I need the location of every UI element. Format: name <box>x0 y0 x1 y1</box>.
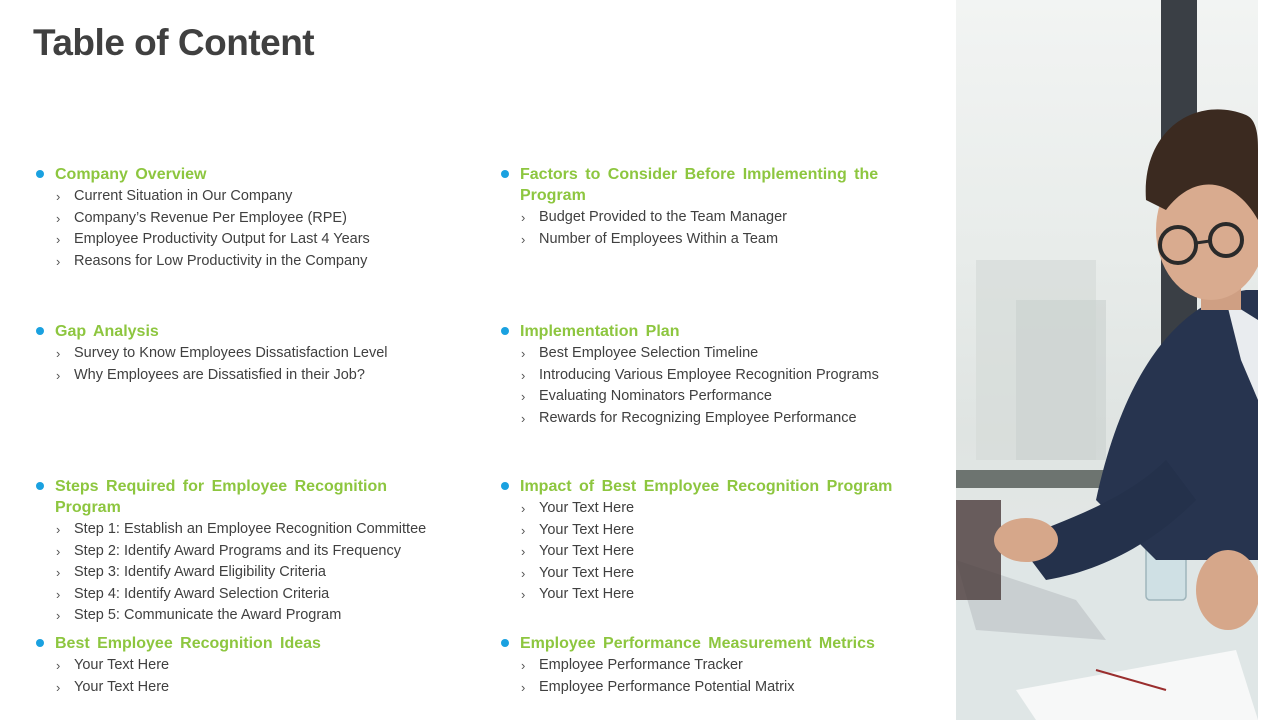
section-title: Implementation Plan <box>520 323 680 340</box>
chevron-right-icon: › <box>521 522 526 538</box>
section-title: Factors to Consider Before Implementing the Program <box>520 166 879 204</box>
chevron-right-icon: › <box>56 367 61 383</box>
section-items <box>35 655 455 698</box>
chevron-right-icon: › <box>56 210 61 226</box>
section-implementation-plan <box>500 321 920 429</box>
list-item: › Survey to Know Employees Dissatisfaction Level <box>55 343 455 365</box>
section-company-overview <box>35 164 455 272</box>
chevron-right-icon: › <box>56 346 61 361</box>
list-item: › Rewards for Recognizing Employee Performance <box>520 408 920 430</box>
bullet-icon <box>36 327 44 335</box>
chevron-right-icon: › <box>56 543 61 559</box>
section-items <box>500 498 930 606</box>
section-items <box>500 343 920 429</box>
chevron-right-icon: › <box>56 565 61 580</box>
chevron-right-icon: › <box>521 367 526 383</box>
chevron-right-icon: › <box>521 658 526 673</box>
section-gap-analysis <box>35 321 455 386</box>
list-item: › Your Text Here <box>55 655 455 677</box>
page-title: Table of Content <box>33 22 315 63</box>
section-steps-required <box>35 476 455 627</box>
section-title: Best Employee Recognition Ideas <box>55 635 321 652</box>
list-item: › Evaluating Nominators Performance <box>520 386 920 408</box>
chevron-right-icon: › <box>521 565 526 581</box>
list-item: › Your Text Here <box>520 520 930 542</box>
list-item: › Your Text Here <box>520 584 930 606</box>
bullet-icon <box>501 482 509 490</box>
bullet-icon <box>36 482 44 490</box>
list-item: › Introducing Various Employee Recognition Programs <box>520 365 920 387</box>
businessman-photo <box>956 0 1258 720</box>
list-item: › Your Text Here <box>55 677 455 699</box>
bullet-icon <box>36 170 44 178</box>
section-items <box>35 519 455 627</box>
chevron-right-icon: › <box>521 501 526 516</box>
bullet-icon <box>501 327 509 335</box>
list-item: › Your Text Here <box>520 541 930 563</box>
list-item: › Your Text Here <box>520 498 930 520</box>
chevron-right-icon: › <box>521 346 526 361</box>
section-items <box>500 655 930 698</box>
list-item: › Employee Performance Potential Matrix <box>520 677 930 699</box>
section-recognition-ideas <box>35 633 455 698</box>
chevron-right-icon: › <box>56 253 61 269</box>
chevron-right-icon: › <box>521 210 526 225</box>
bullet-icon <box>501 639 509 647</box>
list-item: › Budget Provided to the Team Manager <box>520 207 900 229</box>
list-item: › Current Situation in Our Company <box>55 186 455 208</box>
chevron-right-icon: › <box>56 608 61 623</box>
section-items <box>35 343 455 386</box>
section-factors <box>500 164 900 250</box>
chevron-right-icon: › <box>521 410 526 426</box>
chevron-right-icon: › <box>521 231 526 247</box>
list-item: › Employee Productivity Output for Last 4 Years <box>55 229 455 251</box>
chevron-right-icon: › <box>521 389 526 404</box>
list-item: › Company’s Revenue Per Employee (RPE) <box>55 208 455 230</box>
list-item: › Step 5: Communicate the Award Program <box>55 605 455 627</box>
list-item: › Step 2: Identify Award Programs and its Frequency <box>55 541 455 563</box>
list-item: › Step 1: Establish an Employee Recognition Committee <box>55 519 455 541</box>
section-title: Gap Analysis <box>55 323 159 340</box>
list-item: › Number of Employees Within a Team <box>520 229 900 251</box>
list-item: › Step 4: Identify Award Selection Criteria <box>55 584 455 606</box>
list-item: › Employee Performance Tracker <box>520 655 930 677</box>
list-item: › Why Employees are Dissatisfied in their Job? <box>55 365 455 387</box>
section-title: Company Overview <box>55 166 207 183</box>
section-title: Impact of Best Employee Recognition Program <box>520 478 893 495</box>
chevron-right-icon: › <box>56 586 61 602</box>
chevron-right-icon: › <box>56 522 61 537</box>
list-item: › Best Employee Selection Timeline <box>520 343 920 365</box>
chevron-right-icon: › <box>521 679 526 695</box>
section-title: Steps Required for Employee Recognition Program <box>55 478 388 516</box>
section-measurement-metrics <box>500 633 930 698</box>
chevron-right-icon: › <box>521 544 526 559</box>
chevron-right-icon: › <box>56 658 61 673</box>
chevron-right-icon: › <box>56 232 61 247</box>
list-item: › Step 3: Identify Award Eligibility Criteria <box>55 562 455 584</box>
list-item: › Reasons for Low Productivity in the Company <box>55 251 455 273</box>
section-impact <box>500 476 930 606</box>
chevron-right-icon: › <box>56 679 61 695</box>
section-title: Employee Performance Measurement Metrics <box>520 635 875 652</box>
section-items <box>500 207 900 250</box>
bullet-icon <box>501 170 509 178</box>
bullet-icon <box>36 639 44 647</box>
section-items <box>35 186 455 272</box>
chevron-right-icon: › <box>56 189 61 204</box>
chevron-right-icon: › <box>521 587 526 602</box>
list-item: › Your Text Here <box>520 563 930 585</box>
